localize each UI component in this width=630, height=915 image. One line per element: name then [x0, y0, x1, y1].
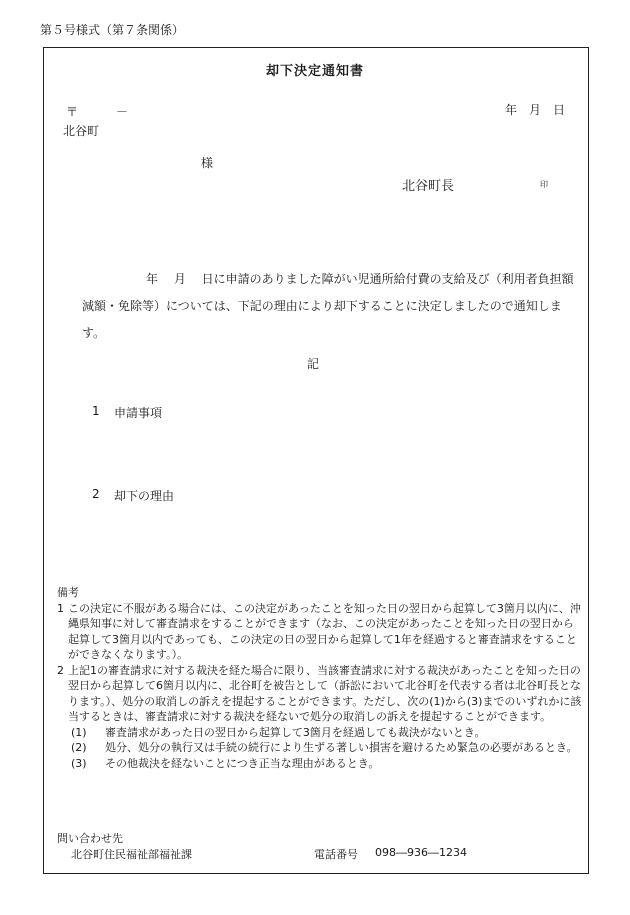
ki-heading: 記 [307, 357, 320, 371]
item-1-label: 申請事項 [114, 406, 163, 420]
subitem-text: 審査請求があった日の翌日から起算して3箇月を経過しても裁決がないとき。 [105, 725, 486, 739]
contact-heading: 問い合わせ先 [57, 832, 123, 845]
subitem-number: (1) [71, 725, 87, 739]
contact-department: 北谷町住民福祉部福祉課 [71, 848, 192, 861]
phone-number: 098―936―1234 [375, 846, 467, 859]
item-1-number: 1 [92, 404, 100, 418]
postal-mark: 〒 [66, 105, 79, 119]
note-subitem [57, 740, 582, 756]
phone-label: 電話番号 [314, 848, 358, 861]
note-subitem [57, 725, 582, 741]
note-item [57, 663, 582, 725]
address-line: 北谷町 [63, 124, 100, 138]
seal-mark: 印 [540, 180, 548, 189]
subitem-number: (3) [71, 756, 87, 770]
note-number: 2 [57, 663, 64, 677]
note-subitem [57, 756, 582, 772]
subitem-number: (2) [71, 741, 87, 754]
note-number: 1 [57, 601, 64, 615]
item-2-number: 2 [92, 487, 100, 501]
item-2-label: 却下の理由 [114, 489, 175, 503]
body-paragraph: 年 月 日に申請のありました障がい児通所給付費の支給及び（利用者負担額減額・免除等）については、下記の理由により却下することに決定しましたので通知します。 [82, 272, 574, 340]
sender-name: 北谷町長 [402, 179, 455, 194]
postal-dash: － [116, 105, 129, 119]
notes-section [57, 585, 582, 771]
date-line: 年 月 日 [505, 103, 566, 117]
document-title: 却下決定通知書 [265, 64, 364, 79]
note-text: この決定に不服がある場合には、この決定があったことを知った日の翌日から起算して3箇月以内に、沖縄県知事に対して審査請求をすることができます（なお、この決定があったことを知った日の翌日から起算して3箇月以内であっても、この決定の日の翌日から起算して1年を経過すると審査請求をすることができなくなります。）。 [68, 601, 581, 661]
addressee-suffix: 様 [201, 156, 214, 170]
notes-heading: 備考 [57, 586, 79, 599]
note-text: 上記1の審査請求に対する裁決を経た場合に限り、当該審査請求に対する裁決があったことを知った日の翌日から起算して6箇月以内に、北谷町を被告として（訴訟において北谷町を代表する者は北谷町長となります。）、処分の取消しの訴えを提起することができます。ただし、次の(1)から(3)までのいずれかに該当するときは、審査請求に対する裁決を経ないで処分の取消しの訴えを提起することができます。 [68, 663, 582, 723]
subitem-text: その他裁決を経ないことにつき正当な理由があるとき。 [105, 756, 380, 770]
form-number-label: 第５号様式（第７条関係） [40, 23, 185, 37]
note-item [57, 601, 582, 663]
subitem-text: 処分、処分の執行又は手続の続行により生ずる著しい損害を避けるため緊急の必要があるとき。 [105, 741, 578, 754]
